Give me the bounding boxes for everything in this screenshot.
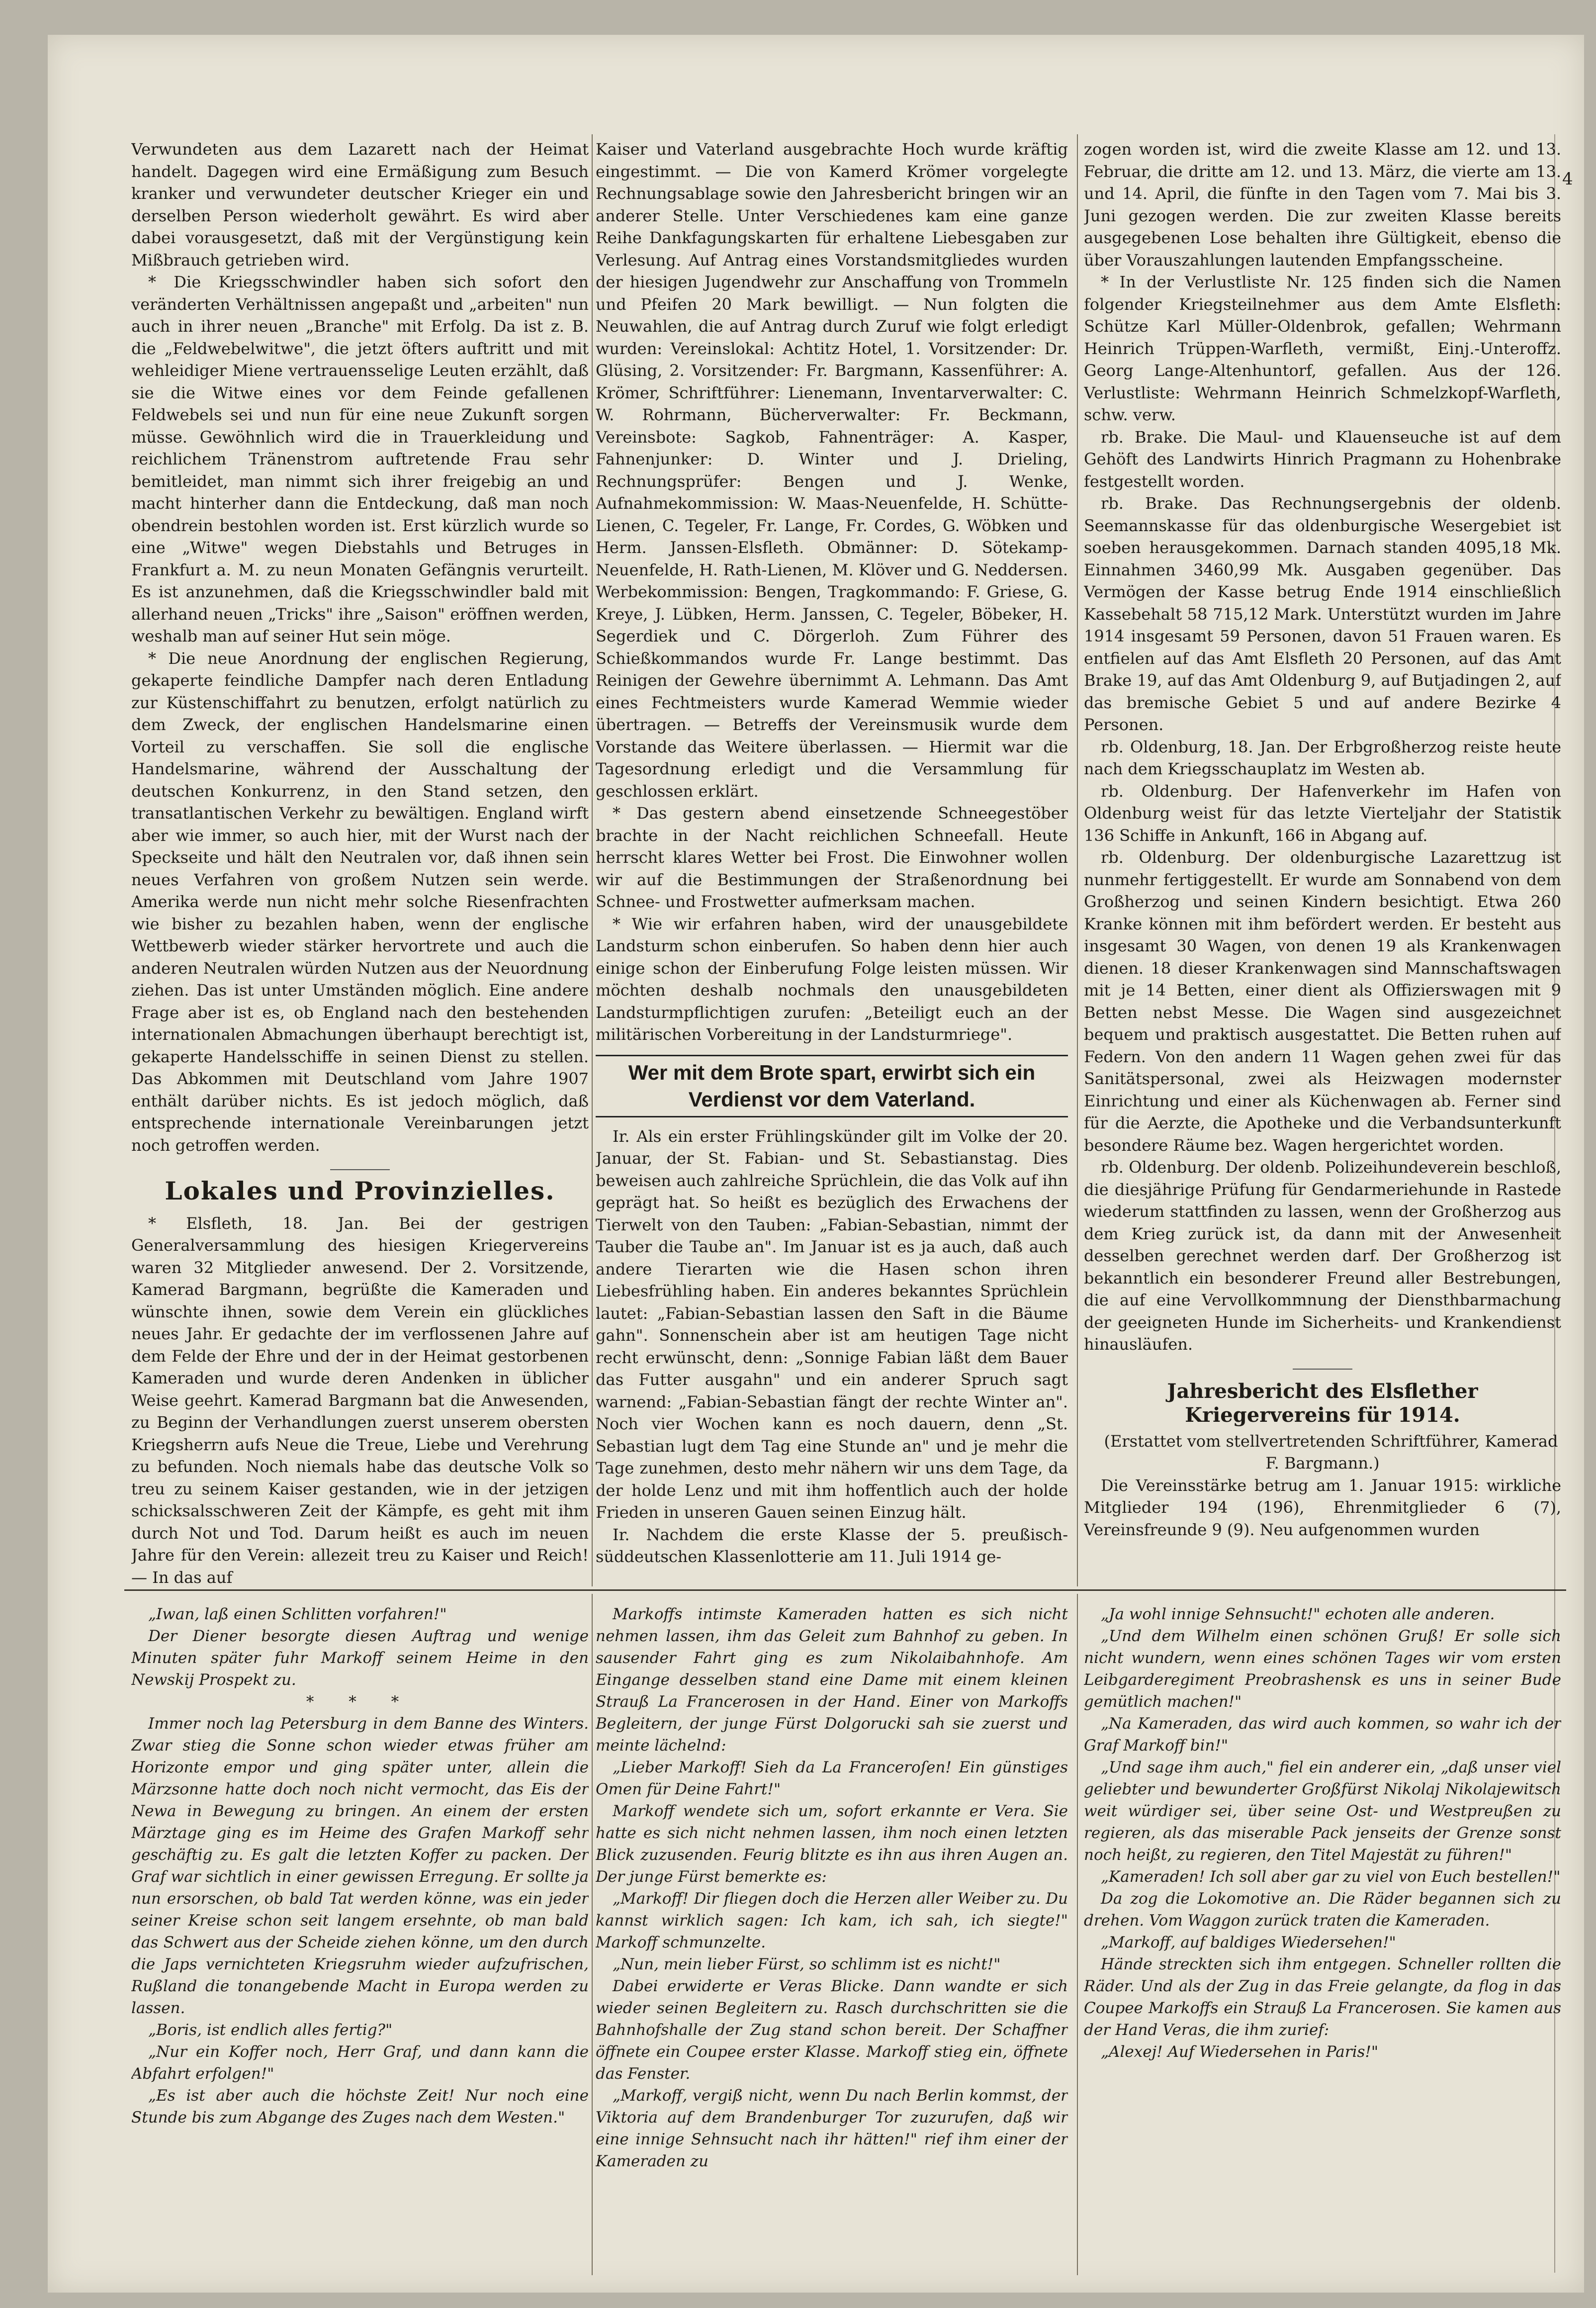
column-1 <box>131 138 589 1590</box>
article-paragraph: * Die Kriegsschwindler haben sich sofort den veränderten Verhältnissen angepaßt und „arbeiten" nun auch in ihrer neuen „Branche" mit Erfolg. Da ist z. B. die „Feldwebelwitwe", die jetzt öfters auftritt und mit wehleidiger Miene vertrauensselige Leuten erzählt, daß sie die Witwe eines vor dem Feinde gefallenen Feldwebels sei und nun für eine neue Zukunft sorgen müsse. Gewöhnlich wird die in Trauerkleidung und reichlichem Tränenstrom auftretende Frau sehr bemitleidet, man nimmt sich ihrer freigebig an und macht hinterher dann die Entdeckung, daß man noch obendrein bestohlen worden ist. Erst kürzlich wurde so eine „Witwe" wegen Diebstahls und Betruges in Frankfurt a. M. zu neun Monaten Gefängnis verurteilt. Es ist anzunehmen, daß die Kriegsschwindler bald mit allerhand neuen „Tricks" ihre „Saison" eröffnen werden, weshalb man auf seiner Hut sein möge. <box>131 273 589 646</box>
article-paragraph: * Die neue Anordnung der englischen Regierung, gekaperte feindliche Dampfer nach deren Entladung zur Küstenschiffahrt zu benutzen, erfolgt natürlich zu dem Zweck, der englischen Handelsmarine einen Vorteil zu verschaffen. Sie soll die englische Handelsmarine, während der Ausschaltung der deutschen Konkurrenz, in den Stand setzen, den transatlantischen Verkehr zu bewältigen. England wirft aber wie immer, so auch hier, mit der Wurst nach der Speckseite und hält den Neutralen vor, daß ihnen sein neues Verfahren von großem Nutzen sein werde. Amerika werde nun nicht mehr solche Riesenfrachten wie bisher zu bezahlen haben, wenn der englische Wettbewerb wieder stärker hervortrete und auch die anderen Neutralen würden Nutzen aus der Neuordnung ziehen. Das ist unter Umständen möglich. Eine andere Frage aber ist es, ob England nach den bestehenden internationalen Abmachungen überhaupt berechtigt ist, gekaperte Handelsschiffe in seinen Dienst zu stellen. Das Abkommen mit Deutschland vom Jahre 1907 enthält darüber nichts. Es ist jedoch möglich, daß entsprechende internationale Vereinbarungen jetzt noch getroffen werden. <box>131 648 589 1155</box>
column-rule-2 <box>1077 134 1078 1586</box>
feuilleton-column-1 <box>131 1603 589 2275</box>
article-paragraph: Ir. Nachdem die erste Klasse der 5. preußisch-süddeutschen Klassenlotterie am 11. Juli 1914 ge- <box>596 1525 1068 1566</box>
article-paragraph: rb. Oldenburg. Der oldenburgische Lazarettzug ist nunmehr fertiggestellt. Er wurde am Sonnabend von dem Großherzog und seinen Kindern besichtigt. Etwa 260 Kranke können mit ihm befördert werden. Er besteht aus insgesamt 30 Wagen, von denen 19 als Krankenwagen dienen. 18 dieser Krankenwagen sind Mannschaftswagen mit je 14 Betten, einer dient als Offizierswagen mit 9 Betten nebst Messe. Die Wagen sind ausgezeichnet bequem und praktisch ausgestattet. Die Betten ruhen auf Federn. Von den andern 11 Wagen gehen zwei für das Sanitätspersonal, zwei als Heizwagen modernster Einrichtung und einer als Küchenwagen ab. Ferner sind für die Aerzte, die Apotheke und die Verbandsunterkunft besondere Räume bez. Wagen hergerichtet worden. <box>1084 848 1561 1155</box>
story-paragraph: „Markoff, auf baldiges Wiedersehen!" <box>1101 1934 1396 1951</box>
story-paragraph: Da zog die Lokomotive an. Die Räder begannen sich zu drehen. Vom Waggon zurück traten die Kameraden. <box>1084 1890 1561 1930</box>
story-paragraph: „Und sage ihm auch," fiel ein anderer ein, „daß unser viel geliebter und bewunderter Großfürst Nikolaj Nikolajewitsch weit würdiger sei, über seine Ost- und Westpreußen zu regieren, als das miserable Pack jenseits der Grenze sonst noch heißt, zu regieren, den Titel Majestät zu führen!" <box>1084 1758 1561 1864</box>
section-separator <box>1293 1369 1352 1370</box>
story-paragraph: „Kameraden! Ich soll aber gar zu viel von Euch bestellen!" <box>1101 1868 1561 1886</box>
article-paragraph: rb. Oldenburg. Der Hafenverkehr im Hafen von Oldenburg weist für das letzte Vierteljahr der Statistik 136 Schiffe in Ankunft, 166 in Abgang auf. <box>1084 781 1561 845</box>
column-rule-1 <box>592 134 593 1586</box>
article-paragraph: Verwundeten aus dem Lazarett nach der Heimat handelt. Dagegen wird eine Ermäßigung zum Besuch kranker und verwundeter deutscher Krieger ein und derselben Person wiederholt gewährt. Es wird aber dabei vorausgesetzt, daß mit der Vergünstigung kein Mißbrauch getrieben wird. <box>131 140 589 270</box>
story-paragraph: „Und dem Wilhelm einen schönen Gruß! Er solle sich nicht wundern, wenn eines schönen Tages wir vom ersten Leibgarderegiment Preobrashensk es uns in seiner Bude gemütlich machen!" <box>1084 1627 1561 1711</box>
story-paragraph: „Markoff, vergiß nicht, wenn Du nach Berlin kommst, der Viktoria auf dem Brandenburger Tor zuzurufen, daß wir eine innige Sehnsucht nach ihr hätten!" rief ihm einer der Kameraden zu <box>596 2087 1068 2170</box>
article-paragraph: * Das gestern abend einsetzende Schneegestöber brachte in der Nacht reichlichen Schneefall. Heute herrscht klares Wetter bei Frost. Die Einwohner wollen wir auf die Bestimmungen der Straßenordnung bei Schnee- und Frostwetter aufmerksam machen. <box>596 804 1068 911</box>
article-paragraph: * In der Verlustliste Nr. 125 finden sich die Namen folgender Kriegsteilnehmer aus dem Amte Elsfleth: Schütze Karl Müller-Oldenbrok, gefallen; Wehrmann Heinrich Trüppen-Warfleth, vermißt, Einj.-Unteroffz. Georg Lange-Altenhuntorf, gefallen. Aus der 126. Verlustliste: Wehrmann Heinrich Schmelzkopf-Warfleth, schw. verw. <box>1084 273 1561 424</box>
feuilleton-column-2 <box>596 1603 1068 2275</box>
story-paragraph: „Ja wohl innige Sehnsucht!" echoten alle anderen. <box>1101 1605 1495 1623</box>
report-title: Jahresbericht des Elsflether Kriegervereins für 1914. <box>1167 1379 1478 1427</box>
story-paragraph: Markoffs intimste Kameraden hatten es sich nicht nehmen lassen, ihm das Geleit zum Bahnhof zu geben. In sausender Fahrt ging es zum Nikolaibahnhofe. Am Eingange desselben stand eine Dame mit einem kleinen Strauß La Francerosen in der Hand. Einer von Markoffs Begleitern, der junge Fürst Dolgorucki sah sie zuerst und meinte lächelnd: <box>596 1605 1068 1754</box>
story-paragraph: „Es ist aber auch die höchste Zeit! Nur noch eine Stunde bis zum Abgange des Zuges nach dem Westen." <box>131 2087 589 2126</box>
section-separator <box>330 1169 390 1170</box>
story-paragraph: „Lieber Markoff! Sieh da La Franceroſen! Ein günstiges Omen für Deine Fahrt!" <box>596 1758 1068 1798</box>
article-paragraph: zogen worden ist, wird die zweite Klasse am 12. und 13. Februar, die dritte am 12. und 13. März, die vierte am 13. und 14. April, die fünfte in den Tagen vom 7. Mai bis 3. Juni gezogen werden. Die zur zweiten Klasse bereits ausgegebenen Lose behalten ihre Gültigkeit, ebenso die über Vorauszahlungen lautenden Empfangsscheine. <box>1084 140 1561 270</box>
story-paragraph: Immer noch lag Petersburg in dem Banne des Winters. Zwar stieg die Sonne schon wieder etwas früher am Horizonte empor und ging später unter, allein die Märzsonne hatte doch noch nicht vermocht, das Eis der Newa in Bewegung zu bringen. An einem der ersten Märztage ging es im Heime des Grafen Markoff sehr geschäftig zu. Es galt die letzten Koffer zu packen. Der Graf war sichtlich in einer gewissen Erregung. Er sollte ja nun ersorschen, ob bald Tat werden könne, was ein jeder seiner Kreise schon seit langem ersehnte, ob man bald das Schwert aus der Scheide ziehen könne, um den durch die Japs vernichteten Kriegsruhm wieder aufzufrischen, Rußland die tonangebende Macht in Europa werden zu lassen. <box>131 1715 589 2017</box>
story-paragraph: „Na Kameraden, das wird auch kommen, so wahr ich der Graf Markoff bin!" <box>1084 1715 1561 1754</box>
article-paragraph: rb. Brake. Das Rechnungsergebnis der oldenb. Seemannskasse für das oldenburgische Wesergebiet ist soeben herausgekommen. Darnach standen 4095,18 Mk. Einnahmen 3460,99 Mk. Ausgaben gegenüber. Das Vermögen der Kasse betrug Ende 1914 einschließlich Kassebehalt 58 715,12 Mark. Unterstützt wurden im Jahre 1914 insgesamt 59 Personen, davon 51 Frauen waren. Es entfielen auf das Amt Elsfleth 20 Personen, auf das Amt Brake 19, auf das Amt Oldenburg 9, auf Butjadingen 2, auf das bremische Gebiet 5 und auf andere Bezirke 4 Personen. <box>1084 494 1561 734</box>
story-paragraph: „Nur ein Koffer noch, Herr Graf, und dann kann die Abfahrt erfolgen!" <box>131 2043 589 2083</box>
feuilleton-column-3 <box>1084 1603 1561 2275</box>
story-paragraph: „Alexej! Auf Wiedersehen in Paris!" <box>1101 2043 1379 2061</box>
story-paragraph: „Boris, ist endlich alles fertig?" <box>148 2021 393 2039</box>
article-paragraph: Kaiser und Vaterland ausgebrachte Hoch wurde kräftig eingestimmt. — Die von Kamerd Krömer vorgelegte Rechnungsablage sowie den Jahresbericht bringen wir an anderer Stelle. Unter Verschiedenes kam eine ganze Reihe Dankfagungskarten für erhaltene Liebesgaben zur Verlesung. Auf Antrag eines Vorstandsmitgliedes wurden der hiesigen Jugendwehr zur Anschaffung von Trommeln und Pfeifen 20 Mark bewilligt. — Nun folgten die Neuwahlen, die auf Antrag durch Zuruf wie folgt erledigt wurden: Vereinslokal: Achtitz Hotel, 1. Vorsitzender: Dr. Glüsing, 2. Vorsitzender: Fr. Bargmann, Kassenführer: A. Krömer, Schriftführer: Lienemann, Inventarverwalter: C. W. Rohrmann, Bücherverwalter: Fr. Beckmann, Vereinsbote: Sagkob, Fahnenträger: A. Kasper, Fahnenjunker: D. Winter und J. Drieling, Rechnungsprüfer: Bengen und J. Wenke, Aufnahmekommission: W. Maas-Neuenfelde, H. Schütte-Lienen, C. Tegeler, Fr. Lange, Fr. Cordes, G. Wöbken und Herm. Janssen-Elsfleth. Obmänner: D. Sötekamp-Neuenfelde, H. Rath-Lienen, M. Klöver und G. Neddersen. Werbekommission: Bengen, Tragkommando: F. Griese, G. Kreye, J. Lübken, Herm. Janssen, C. Tegeler, Böbeker, H. Segerdiek und C. Dörgerloh. Zum Führer des Schießkommandos wurde Fr. Lange bestimmt. Das Reinigen der Gewehre übernimmt A. Lehmann. Das Amt eines Fechtmeisters wurde Kamerad Wemmie wieder übertragen. — Betreffs der Vereinsmusik wurde dem Vorstande das Weitere überlassen. — Hiermit war die Tagesordnung erledigt und die Versammlung für geschlossen erklärt. <box>596 140 1068 801</box>
story-paragraph: Markoff wendete sich um, sofort erkannte er Vera. Sie hatte es sich nicht nehmen lassen, ihm noch einen letzten Blick zuzusenden. Feurig blitzte es ihn aus ihren Augen an. Der junge Fürst bemerkte es: <box>596 1802 1068 1886</box>
article-paragraph: * Wie wir erfahren haben, wird der unausgebildete Landsturm schon einberufen. So haben denn hier auch einige schon der Einberufung Folge leisten müssen. Wir möchten deshalb nochmals den unausgebildeten Landsturmpflichtigen zurufen: „Beteiligt euch an der militärischen Vorbereitung in der Landsturmriege". <box>596 914 1068 1044</box>
section-title: Lokales und Provinzielles. <box>165 1176 555 1205</box>
feuilleton-rule-2 <box>1077 1594 1078 2275</box>
feuilleton-rule-1 <box>592 1594 593 2275</box>
story-paragraph: Hände streckten sich ihm entgegen. Schneller rollten die Räder. Und als der Zug in das Freie gelangte, da flog in das Coupee Markoffs ein Strauß La Francerosen. Sie kamen aus der Hand Veras, die ihm zurief: <box>1084 1955 1561 2039</box>
article-paragraph: Die Vereinsstärke betrug am 1. Januar 1915: wirkliche Mitglieder 194 (196), Ehrenmitglieder 6 (7), Vereinsfreunde 9 (9). Neu aufgenommen wurden <box>1084 1476 1561 1539</box>
boxed-headline: Wer mit dem Brote spart, erwirbt sich ein Verdienst vor dem Vaterland. <box>596 1055 1068 1117</box>
article-paragraph: Ir. Als ein erster Frühlingskünder gilt im Volke der 20. Januar, der St. Fabian- und St. Sebastianstag. Dies beweisen auch zahlreiche Sprüchlein, die das Volk auf ihn geprägt hat. So heißt es bezüglich des Erwachens der Tierwelt von den Tauben: „Fabian-Sebastian, nimmt der Tauber die Taube an". Im Januar ist es ja auch, daß auch andere Tierarten wie die Hasen schon ihren Liebesfrühling haben. Ein anderes bekanntes Sprüchlein lautet: „Fabian-Sebastian lassen den Saft in die Bäume gahn". Sonnenschein aber ist am heutigen Tage nicht recht erwünscht, denn: „Sonnige Fabian läßt dem Bauer das Futter ausgahn" und ein anderer Spruch sagt warnend: „Fabian-Sebastian fängt der rechte Winter an". Noch vier Wochen kann es noch dauern, denn „St. Sebastian lugt dem Tag eine Stunde an" und je mehr die Tage zunehmen, desto mehr nähern wir uns dem Tage, da der holde Lenz und mit ihm hoffentlich auch der holde Frieden in unseren Gauen seinen Einzug hält. <box>596 1126 1068 1522</box>
column-2 <box>596 138 1068 1590</box>
report-subtitle: (Erstattet vom stellvertretenden Schriftführer, Kamerad F. Bargmann.) <box>1104 1431 1558 1473</box>
article-paragraph: rb. Oldenburg, 18. Jan. Der Erbgroßherzog reiste heute nach dem Kriegsschauplatz im Westen ab. <box>1084 737 1561 778</box>
column-3 <box>1084 138 1561 1590</box>
story-paragraph: „Markoff! Dir fliegen doch die Herzen aller Weiber zu. Du kannst wirklich sagen: Ich kam, ich sah, ich siegte!" Markoff schmunzelte. <box>596 1890 1068 1951</box>
edge-page-number: 4 <box>1562 169 1573 189</box>
article-paragraph: rb. Oldenburg. Der oldenb. Polizeihundeverein beschloß, die diesjährige Prüfung für Gendarmeriehunde in Rastede wiederum stattfinden zu lassen, wenn der Großherzog aus dem Krieg zurück ist, da dann mit der Anwesenheit desselben gerechnet werden darf. Der Großherzog ist bekanntlich ein besonderer Freund aller Bestrebungen, die auf eine Vervollkommnung der Diensthbarmachung der geeigneten Hunde im Sicherheits- und Krankendienst hinausläufen. <box>1084 1158 1561 1354</box>
story-paragraph: Der Diener besorgte diesen Auftrag und wenige Minuten später fuhr Markoff seinem Heime in den Newskij Prospekt zu. <box>131 1627 589 1689</box>
story-paragraph: „Nun, mein lieber Fürst, so schlimm ist es nicht!" <box>613 1955 1001 1973</box>
article-paragraph: rb. Brake. Die Maul- und Klauenseuche ist auf dem Gehöft des Landwirts Hinrich Pragmann zu Hohenbrake festgestellt worden. <box>1084 427 1561 491</box>
story-paragraph: Dabei erwiderte er Veras Blicke. Dann wandte er sich wieder seinen Begleitern zu. Rasch durchschritten sie die Bahnhofshalle der Zug stand schon bereit. Der Schaffner öffnete ein Coupee erster Klasse. Markoff stieg ein, öffnete das Fenster. <box>596 1977 1068 2083</box>
article-paragraph: * Elsfleth, 18. Jan. Bei der gestrigen Generalversammlung des hiesigen Kriegervereins waren 32 Mitglieder anwesend. Der 2. Vorsitzende, Kamerad Bargmann, begrüßte die Kameraden und wünschte ihnen, sowie dem Verein ein glückliches neues Jahr. Er gedachte der im verflossenen Jahre auf dem Felde der Ehre und der in der Heimat gestorbenen Kameraden und wurde deren Andenken in üblicher Weise geehrt. Kamerad Bargmann bat die Anwesenden, zu Beginn der Verhandlungen zuerst unserem obersten Kriegsherrn aufs Neue die Treue, Liebe und Verehrung zu befunden. Noch niemals habe das deutsche Volk so treu zu seinem Kaiser gestanden, wie in der jetzigen schicksalsschweren Zeit der Kämpfe, es geht mit ihm durch Not und Tod. Darum heißt es auch im neuen Jahre für den Verein: allezeit treu zu Kaiser und Reich! — In das auf <box>131 1213 589 1587</box>
scene-break-stars: * * * <box>306 1693 414 1711</box>
story-paragraph: „Iwan, laß einen Schlitten vorfahren!" <box>148 1605 447 1623</box>
